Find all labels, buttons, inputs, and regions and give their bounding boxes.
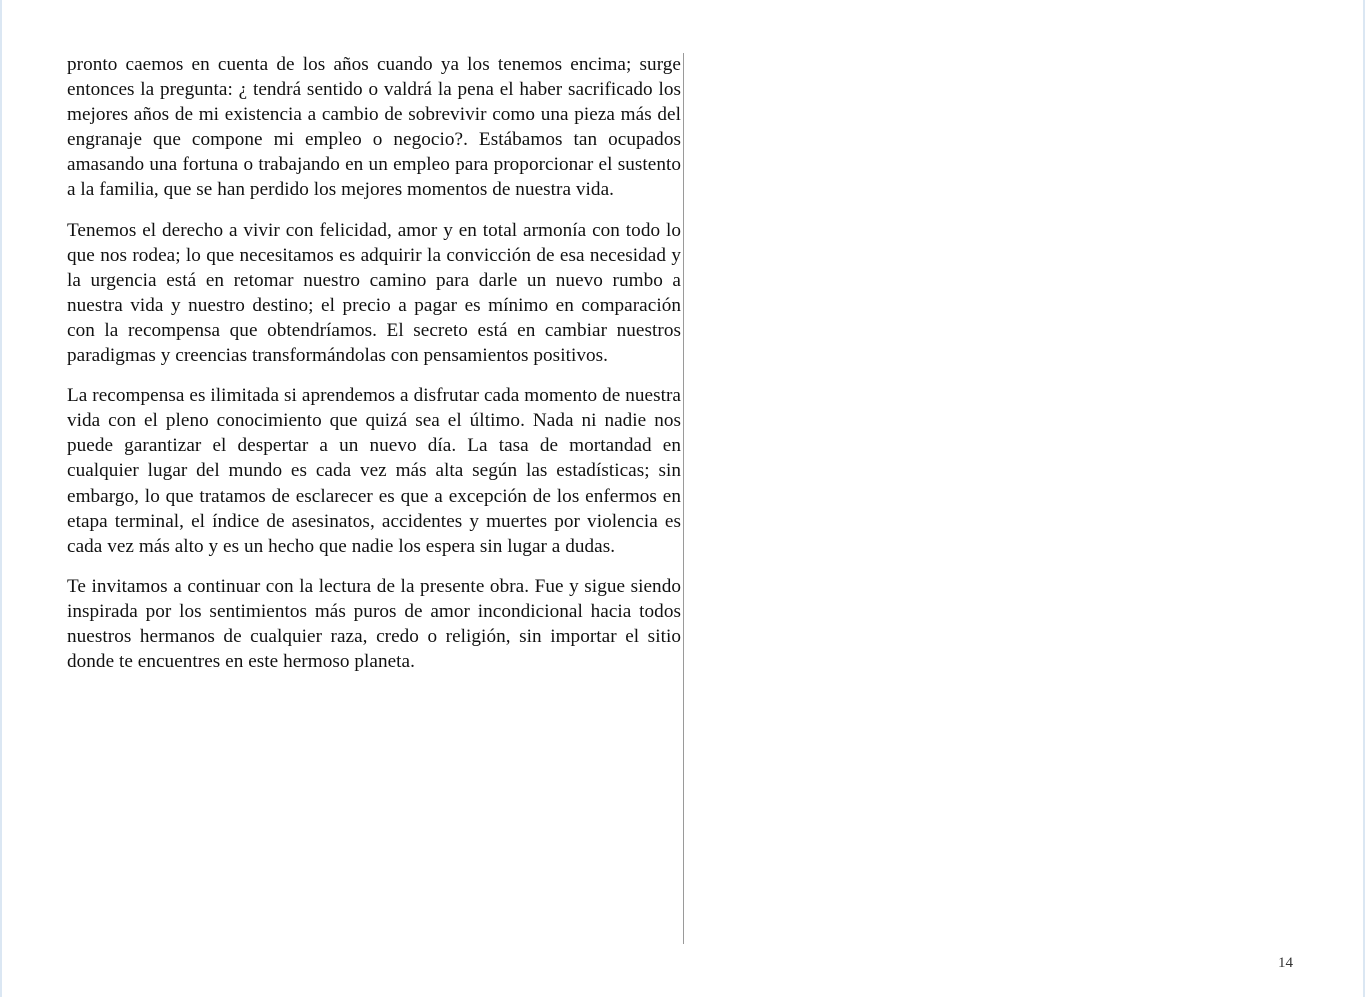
paragraph-2: Tenemos el derecho a vivir con felicidad, amor y en total armonía con todo lo que nos rodea; lo que necesitamos es adquirir la convicción de esa necesidad y la urgencia está en retomar nuestro camino para darle un nuevo rumbo a nuestra vida y nuestro destino; el precio a pagar es mínimo en comparación con la recompensa que obtendríamos. El secreto está en cambiar nuestros paradigmas y creencias transformándolas con pensamientos positivos.	[67, 219, 681, 367]
paragraph-3: La recompensa es ilimitada si aprendemos a disfrutar cada momento de nuestra vida con el pleno conocimiento que quizá sea el último. Nada ni nadie nos puede garantizar el despertar a un nuevo día. La tasa de mortandad en cualquier lugar del mundo es cada vez más alta según las estadísticas; sin embargo, lo que tratamos de esclarecer es que a excepción de los enfermos en etapa terminal, el índice de asesinatos, accidentes y muertes por violencia es cada vez más alto y es un hecho que nadie los espera sin lugar a dudas.	[67, 385, 681, 557]
page-number: 14	[1278, 955, 1293, 971]
column-separator-line	[683, 53, 684, 944]
paragraph-1: pronto caemos en cuenta de los años cuando ya los tenemos encima; surge entonces la pregunta: ¿ tendrá sentido o valdrá la pena el haber sacrificado los mejores años de mi existencia a cambio de sobrevivir como una pieza más del engranaje que compone mi empleo o negocio?. Estábamos tan ocupados amasando una fortuna o trabajando en un empleo para proporcionar el sustento a la familia, que se han perdido los mejores momentos de nuestra vida.	[67, 54, 681, 201]
paragraph-4: Te invitamos a continuar con la lectura de la presente obra. Fue y sigue siendo inspirada por los sentimientos más puros de amor incondicional hacia todos nuestros hermanos de cualquier raza, credo o religión, sin importar el sitio donde te encuentres en este hermoso planeta.	[67, 575, 681, 673]
text-column	[67, 52, 681, 689]
page-edge-left	[0, 0, 2, 997]
